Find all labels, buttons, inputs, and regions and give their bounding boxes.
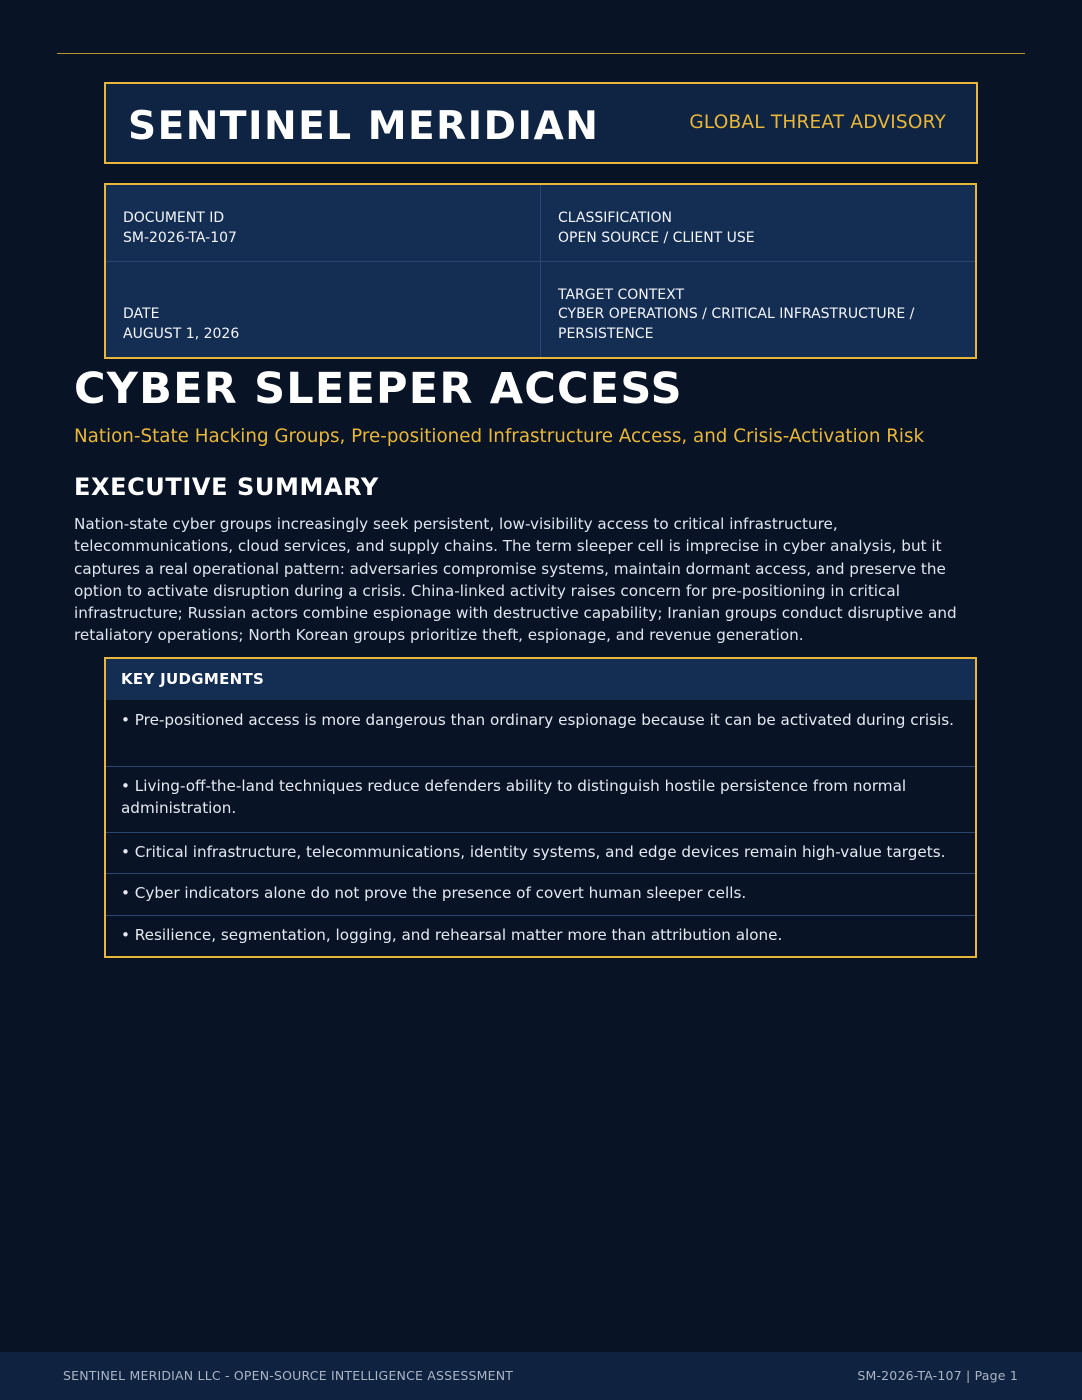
key-judgments-box [104,657,977,958]
footer-page-number: SM-2026-TA-107 | Page 1 [857,1368,1018,1383]
document-title: CYBER SLEEPER ACCESS [74,364,683,414]
executive-summary-body: Nation-state cyber groups increasingly seek persistent, low-visibility access to critical infrastructure, telecommunications, cloud services, and supply chains. The term sleeper cell is imprecise in cyber analysis, but it captures a real operational pattern: adversaries compromise systems, maintain dormant access, and preserve the option to activate disruption during a crisis. China-linked activity raises concern for pre-positioning in critical infrastructure; Russian actors combine espionage with destructive capability; Iranian groups conduct disruptive and retaliatory operations; North Korean groups prioritize theft, espionage, and revenue generation. [74,515,957,645]
document-id-value: SM-2026-TA-107 [123,229,237,246]
document-metadata-table [104,183,977,359]
metadata-cell-classification [541,184,977,262]
metadata-row [105,184,976,262]
classification-value: OPEN SOURCE / CLIENT USE [558,229,755,246]
metadata-cell-document-id [105,184,541,262]
key-judgments-heading: KEY JUDGMENTS [106,659,975,700]
date-value: AUGUST 1, 2026 [123,325,240,342]
metadata-cell-date [105,262,541,359]
key-judgment-item: • Cyber indicators alone do not prove the presence of covert human sleeper cells. [106,873,975,914]
executive-summary-heading: EXECUTIVE SUMMARY [74,473,379,501]
key-judgment-item: • Critical infrastructure, telecommunications, identity systems, and edge devices remain high-value targets. [106,832,975,873]
document-id-label: DOCUMENT ID [123,210,225,226]
document-subtitle: Nation-State Hacking Groups, Pre-positioned Infrastructure Access, and Crisis-Activation Risk [74,426,925,447]
key-judgment-item: • Living-off-the-land techniques reduce defenders ability to distinguish hostile persistence from normal administration. [106,766,975,832]
footer-organization: SENTINEL MERIDIAN LLC - OPEN-SOURCE INTELLIGENCE ASSESSMENT [63,1368,514,1383]
top-rule [57,53,1025,54]
page-footer [0,1352,1082,1400]
target-context-value: CYBER OPERATIONS / CRITICAL INFRASTRUCTURE / PERSISTENCE [558,306,915,342]
key-judgment-item: • Pre-positioned access is more dangerous than ordinary espionage because it can be activated during crisis. [121,711,954,729]
brand-name: SENTINEL MERIDIAN [128,104,600,149]
metadata-row [105,262,976,359]
key-judgment-item: • Resilience, segmentation, logging, and rehearsal matter more than attribution alone. [106,915,975,956]
target-context-label: TARGET CONTEXT [558,286,685,303]
date-label: DATE [123,306,160,322]
masthead [104,82,978,164]
classification-label: CLASSIFICATION [558,210,672,226]
brand-tagline: GLOBAL THREAT ADVISORY [689,112,946,133]
metadata-cell-target-context [541,262,977,359]
